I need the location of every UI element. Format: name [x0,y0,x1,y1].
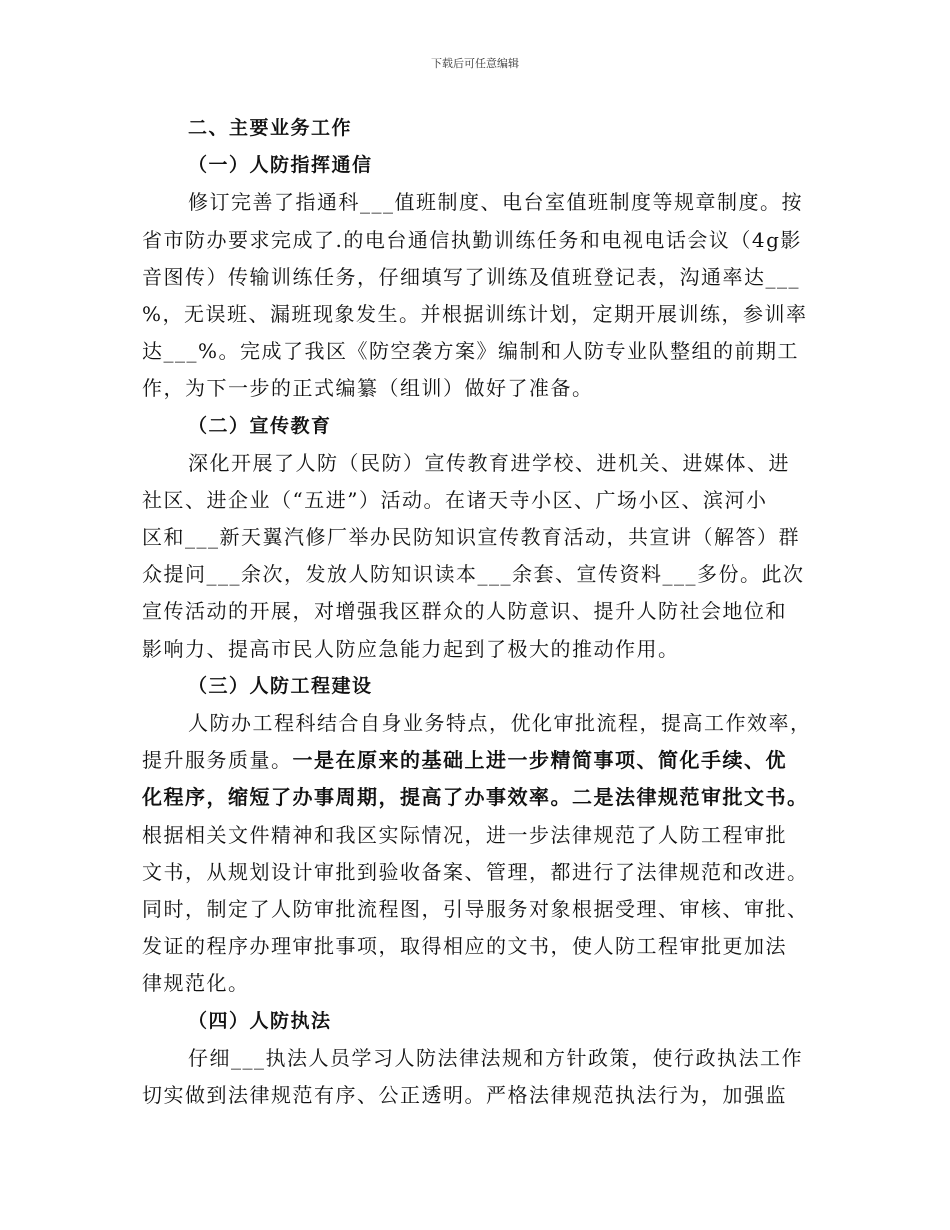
paragraph-line: 根据相关文件精神和我区实际情况，进一步法律规范了人防工程审批 [142,822,787,847]
paragraph-line: 宣传活动的开展，对增强我区群众的人防意识、提升人防社会地位和 [142,599,787,624]
paragraph-line: 社区、进企业（“五进”）活动。在诸天寺小区、广场小区、滨河小 [142,487,768,512]
document-body [142,110,832,1114]
subsection-title-1: （一）人防指挥通信 [188,154,373,177]
paragraph-line: 音图传）传输训练任务，仔细填写了训练及值班登记表，沟通率达___ [142,264,800,289]
paragraph-line: 人防办工程科结合自身业务特点，优化审批流程，提高工作效率， [188,711,812,735]
subsection-title-3: （三）人防工程建设 [188,674,373,697]
normal-text: 提升服务质量。 [142,748,293,773]
paragraph-line: 律规范化。 [142,971,250,996]
paragraph-line: 发证的程序办理审批事项，取得相应的文书，使人防工程审批更加法 [142,934,787,959]
paragraph-line: 文书，从规划设计审批到验收备案、管理，都进行了法律规范和改进。 [142,859,809,884]
paragraph-line: 同时，制定了人防审批流程图，引导服务对象根据受理、审核、审批、 [142,896,809,921]
paragraph-line [142,742,832,779]
bold-text: 一是在原来的基础上进一步精简事项、简化手续、优 [292,748,787,773]
paragraph-line: 达___%。完成了我区《防空袭方案》编制和人防专业队整组的前期工 [142,339,800,364]
paragraph-line: 切实做到法律规范有序、公正透明。严格法律规范执法行为，加强监 [142,1082,787,1107]
paragraph-line: 作，为下一步的正式编纂（组训）做好了准备。 [142,376,594,401]
paragraph-line: 影响力、提高市民人防应急能力起到了极大的推动作用。 [142,636,680,661]
paragraph-line: 仔细___执法人员学习人防法律法规和方针政策，使行政执法工作 [188,1045,803,1070]
paragraph-line: 深化开展了人防（民防）宣传教育进学校、进机关、进媒体、进 [188,450,790,475]
paragraph-line: 修订完善了指通科___值班制度、电台室值班制度等规章制度。按 [188,190,803,215]
header-note: 下载后可任意编辑 [431,57,519,70]
paragraph-line: 众提问___余次，发放人防知识读本___余套、宣传资料___多份。此次 [142,562,805,587]
paragraph-line-bold: 化程序，缩短了办事周期，提高了办事效率。二是法律规范审批文书。 [142,785,809,810]
paragraph-line: %，无误班、漏班现象发生。并根据训练计划，定期开展训练，参训率 [142,301,808,326]
section-title: 二、主要业务工作 [188,117,353,139]
paragraph-line: 省市防办要求完成了.的电台通信执勤训练任务和电视电话会议（4g影 [142,227,802,252]
subsection-title-2: （二）宣传教育 [188,414,332,437]
subsection-title-4: （四）人防执法 [188,1009,332,1032]
paragraph-line: 区和___新天翼汽修厂举办民防知识宣传教育活动，共宣讲（解答）群 [142,525,800,550]
